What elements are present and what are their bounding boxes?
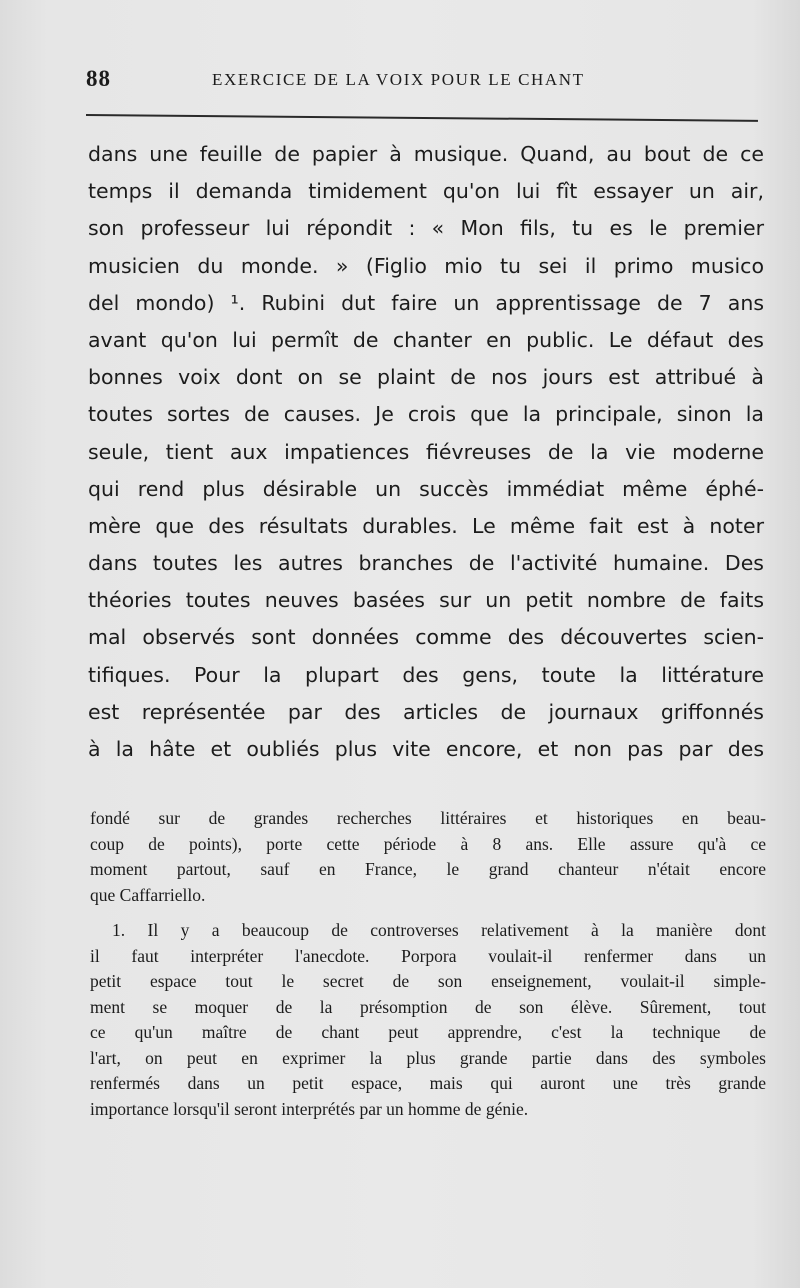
footnote-line: renfermés dans un petit espace, mais qui auront une très grande: [90, 1073, 766, 1093]
footnote-1: [90, 918, 766, 1122]
page-number: 88: [86, 66, 111, 91]
body-line: bonnes voix dont on se plaint de nos jours est attribué à: [88, 365, 764, 390]
body-line: dans une feuille de papier à musique. Quand, au bout de ce: [88, 142, 764, 166]
body-line: avant qu'on lui permît de chanter en public. Le défaut des: [88, 327, 764, 352]
footnote-line: ce qu'un maître de chant peut apprendre, c'est la technique de: [90, 1022, 766, 1042]
page-header: [86, 66, 766, 96]
footnote-line: importance lorsqu'il seront interprétés par un homme de génie.: [90, 1098, 529, 1119]
body-line: à la hâte et oubliés plus vite encore, et non pas par des: [88, 737, 764, 761]
header-rule: [86, 114, 758, 122]
body-line: son professeur lui répondit : « Mon fils, tu es le premier: [88, 216, 764, 241]
footnote-line: petit espace tout le secret de son enseignement, voulait-il simple-: [90, 971, 766, 991]
footnote-continued: [90, 806, 766, 908]
footnote-line: coup de points), porte cette période à 8 ans. Elle assure qu'à ce: [90, 833, 766, 854]
body-line: temps il demanda timidement qu'on lui fît essayer un air,: [88, 179, 764, 204]
body-line: dans toutes les autres branches de l'activité humaine. Des: [88, 551, 764, 576]
footnote-line: il faut interpréter l'anecdote. Porpora voulait-il renfermer dans un: [90, 945, 766, 966]
body-line: est représentée par des articles de journaux griffonnés: [88, 699, 764, 724]
body-line: qui rend plus désirable un succès immédiat même éphé-: [88, 476, 764, 501]
footnote-line: fondé sur de grandes recherches littéraires et historiques en beau-: [90, 808, 766, 828]
footnote-line: 1. Il y a beaucoup de controverses relativement à la manière dont: [112, 920, 766, 940]
body-line: mal observés sont données comme des découvertes scien-: [88, 625, 764, 650]
body-line: théories toutes neuves basées sur un petit nombre de faits: [88, 588, 764, 613]
footnotes: [90, 806, 766, 1122]
body-text: [88, 136, 764, 768]
footnote-line: l'art, on peut en exprimer la plus grande partie dans des symboles: [90, 1047, 766, 1068]
body-line: mère que des résultats durables. Le même fait est à noter: [88, 513, 764, 538]
footnote-line: moment partout, sauf en France, le grand chanteur n'était encore: [90, 859, 766, 879]
body-line: seule, tient aux impatiences fiévreuses de la vie moderne: [88, 439, 764, 464]
footnote-line: ment se moquer de la présomption de son élève. Sûrement, tout: [90, 996, 766, 1017]
footnote-line: que Caffarriello.: [90, 884, 206, 905]
running-title: EXERCICE DE LA VOIX POUR LE CHANT: [212, 70, 585, 89]
body-line: tifiques. Pour la plupart des gens, toute la littérature: [88, 662, 764, 687]
body-line: del mondo) ¹. Rubini dut faire un apprentissage de 7 ans: [88, 290, 764, 315]
body-line: toutes sortes de causes. Je crois que la principale, sinon la: [88, 402, 764, 427]
body-line: musicien du monde. » (Figlio mio tu sei il primo musico: [88, 253, 764, 278]
